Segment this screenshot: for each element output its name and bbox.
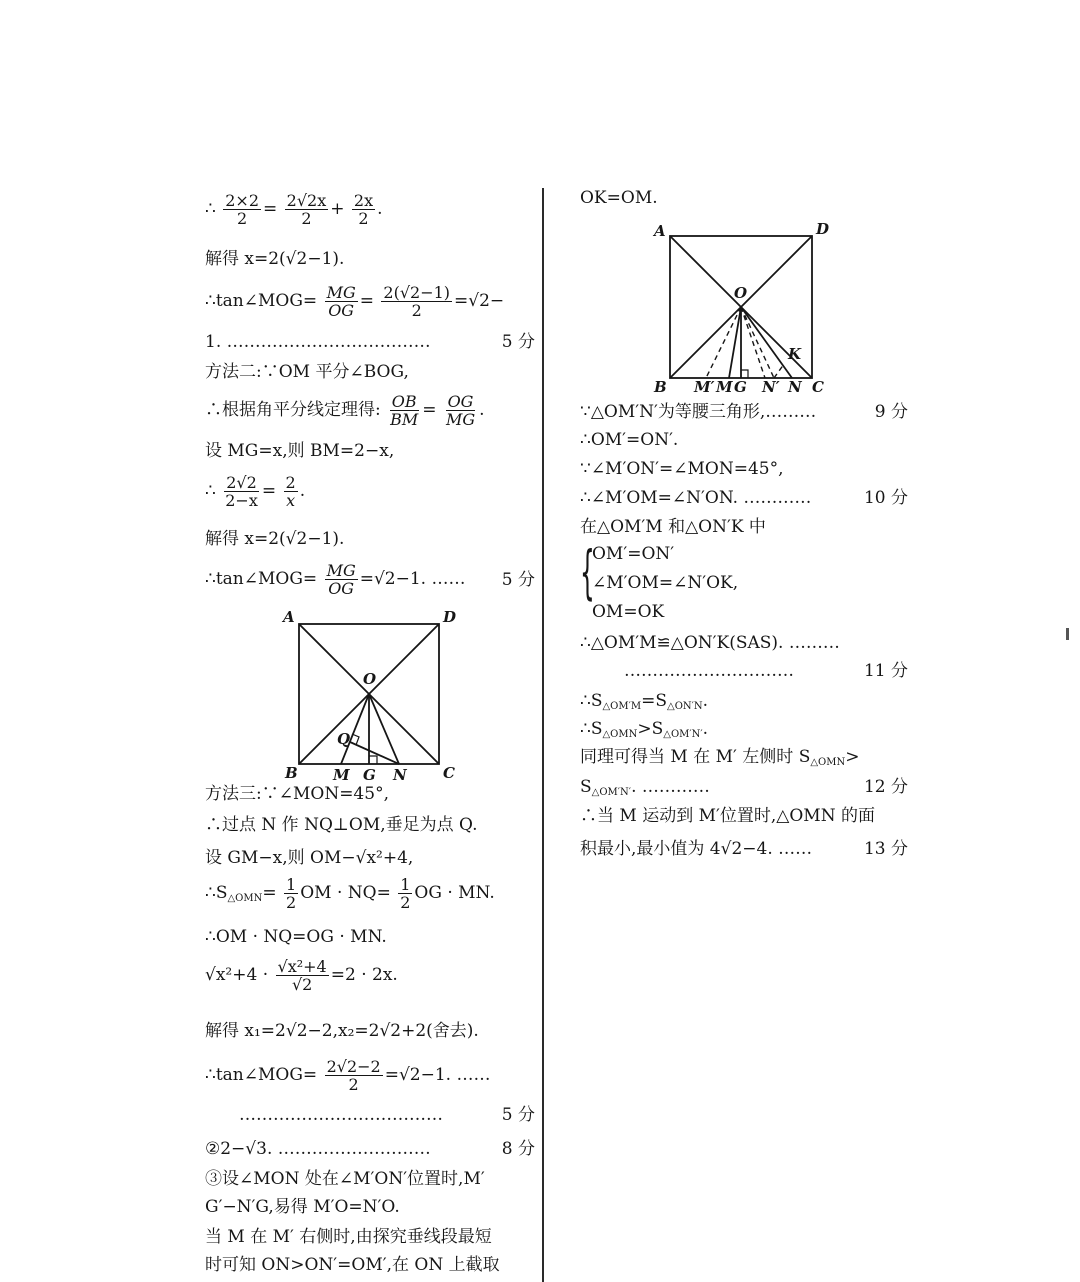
label-b: B (654, 378, 667, 396)
label-a: A (654, 222, 666, 240)
text-line: 方法二:∵OM 平分∠BOG, (205, 362, 409, 382)
equation-line: 同理可得当 M 在 M′ 左侧时 $S_{\triangle OMN}>$ (580, 747, 860, 768)
text-line: ∴△OM′M≌△ON′K(SAS). ……… (580, 633, 840, 653)
text-line: 当 M 在 M′ 右侧时,由探究垂线段最短 (205, 1227, 492, 1247)
label-m: M (716, 378, 733, 396)
label-q: Q (337, 730, 351, 748)
equation-line: $\therefore S_{\triangle OMN}=$ $\frac{1}{2}$ OM · NQ= $\frac{1}{2}$ OG · MN. (205, 875, 495, 912)
square-figure-1 (277, 606, 477, 786)
text-line: 1. ……………………………… 5 分 (205, 332, 535, 352)
text-line: 解得 x=2(√2−1). (205, 249, 345, 269)
right-angle-g (741, 370, 748, 378)
system-line: ∠M′OM=∠N′OK, (592, 573, 739, 593)
brace: { (580, 538, 595, 606)
text-line: ∴∠M′OM=∠N′ON. ………… 10 分 (580, 488, 908, 508)
equation-line: ∴tan∠MOG= $\frac{MG}{OG}$ = $\frac{2(√2-1)}{2}$ =√2− (205, 283, 505, 320)
equation-line: $\therefore S_{\triangle OMN}>S_{\triangle OM'N'}$. (580, 719, 709, 740)
text-line: ∵∠M′ON′=∠MON=45°, (580, 459, 784, 479)
system-line: OM=OK (592, 602, 665, 622)
segment-on-prime (741, 307, 774, 378)
score: 9 分 (874, 402, 908, 422)
label-n-prime: N′ (762, 378, 780, 396)
right-angle-g (369, 756, 377, 764)
label-n: N (393, 766, 407, 784)
text-line: ②2−√3. ……………………… 8 分 (205, 1139, 535, 1159)
score: 5 分 (501, 1105, 535, 1125)
label-m-prime: M′ (694, 378, 715, 396)
equation-line: $S_{\triangle OM'N'}$. ………… 12 分 (580, 777, 908, 798)
label-c: C (443, 764, 455, 782)
text-line: ∴OM · NQ=OG · MN. (205, 927, 387, 947)
text-line: ③设∠MON 处在∠M′ON′位置时,M′ (205, 1169, 485, 1189)
score: 10 分 (863, 488, 908, 508)
score: 12 分 (863, 777, 908, 797)
equation-line: ∴tan∠MOG= $\frac{2√2-2}{2}$ =√2−1. …… (205, 1057, 491, 1094)
column-divider (542, 188, 544, 1282)
edge-mark (1066, 628, 1069, 640)
score: 13 分 (863, 839, 908, 859)
score: 11 分 (863, 661, 908, 681)
equation-line: ∴tan∠MOG= $\frac{MG}{OG}$ =√2−1. …… 5 分 (205, 561, 535, 598)
equation-line: ∴根据角平分线定理得: $\frac{OB}{BM}$ = $\frac{OG}{MG}$ . (205, 392, 485, 429)
text-line: 在△OM′M 和△ON′K 中 (580, 517, 766, 537)
label-m: M (333, 766, 350, 784)
label-k: K (788, 345, 802, 363)
text-line: OK=OM. (580, 188, 658, 208)
equation-line: ∴ $\frac{2\times 2}{2}$ = $\frac{2√2x}{2}$ + $\frac{2x}{2}$ . (205, 191, 383, 228)
square-figure-2 (650, 216, 840, 398)
label-d: D (443, 608, 457, 626)
text-line: 设 MG=x,则 BM=2−x, (205, 441, 395, 461)
label-o: O (363, 670, 377, 688)
text-line: 方法三:∵∠MON=45°, (205, 784, 389, 804)
text-line: ∴当 M 运动到 M′位置时,△OMN 的面 (580, 806, 875, 826)
score: 5 分 (501, 570, 535, 590)
label-a: A (283, 608, 295, 626)
text-line: ………………………… 11 分 (624, 661, 908, 681)
text-line: ∴OM′=ON′. (580, 430, 679, 450)
text-line: ……………………………… 5 分 (239, 1105, 535, 1125)
score: 8 分 (501, 1139, 535, 1159)
equation-line: ∴ $\frac{2√2}{2-x}$ = $\frac{2}{x}$ . (205, 473, 306, 510)
label-o: O (734, 284, 748, 302)
label-g: G (363, 766, 376, 784)
label-b: B (285, 764, 298, 782)
segment-on (741, 307, 792, 378)
text-line: 积最小,最小值为 4√2−4. …… 13 分 (580, 839, 908, 859)
label-n: N (788, 378, 802, 396)
system-line: OM′=ON′ (592, 544, 675, 564)
score: 5 分 (501, 332, 535, 352)
text-line: 解得 x₁=2√2−2,x₂=2√2+2(舍去). (205, 1021, 479, 1041)
text-line: ∴过点 N 作 NQ⊥OM,垂足为点 Q. (205, 815, 478, 835)
label-g: G (734, 378, 747, 396)
text-line: 解得 x=2(√2−1). (205, 529, 345, 549)
equation-line: √x²+4 · $\frac{\text{√x²+4}}{√2}$ =2 · 2x. (205, 957, 398, 994)
label-d: D (816, 220, 830, 238)
text-line: G′−N′G,易得 M′O=N′O. (205, 1197, 400, 1217)
label-c: C (812, 378, 824, 396)
text-line: 设 GM−x,则 OM−√x²+4, (205, 848, 414, 868)
equation-line: $\therefore S_{\triangle OM'M}=S_{\triangle ON'N}$. (580, 691, 709, 712)
segment-om (341, 694, 369, 764)
text-line: 时可知 ON>ON′=OM′,在 ON 上截取 (205, 1255, 500, 1275)
text-line: ∵△OM′N′为等腰三角形,……… 9 分 (580, 402, 908, 422)
equation-system (580, 538, 880, 629)
segment-aux (741, 307, 765, 378)
